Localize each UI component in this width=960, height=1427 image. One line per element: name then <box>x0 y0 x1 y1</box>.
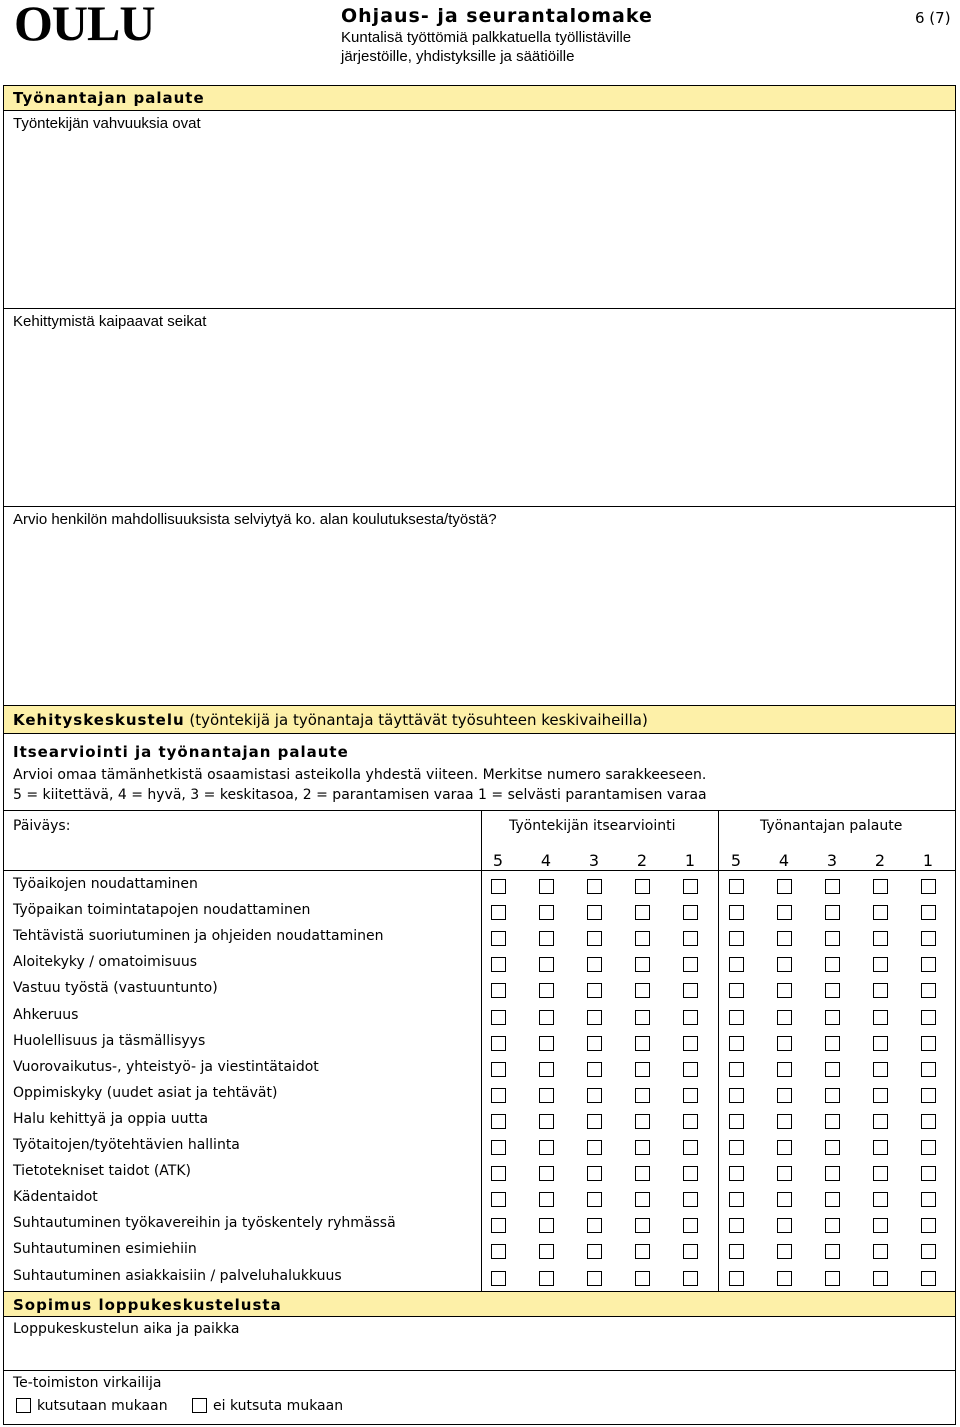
employer-rating-checkbox[interactable] <box>921 1218 936 1233</box>
self-rating-checkbox[interactable] <box>587 957 602 972</box>
employer-rating-checkbox[interactable] <box>873 1010 888 1025</box>
self-rating-checkbox[interactable] <box>539 1271 554 1286</box>
employer-rating-checkbox[interactable] <box>825 1218 840 1233</box>
final-talk-time-place-field[interactable] <box>3 1316 956 1371</box>
self-rating-checkbox[interactable] <box>635 1088 650 1103</box>
agreement-heading: Sopimus loppukeskustelusta <box>13 1296 282 1314</box>
self-rating-checkbox[interactable] <box>491 957 506 972</box>
rating-row-label: Ahkeruus <box>13 1006 79 1023</box>
self-rating-checkbox[interactable] <box>539 1218 554 1233</box>
self-rating-checkbox[interactable] <box>587 1010 602 1025</box>
employer-rating-checkbox[interactable] <box>825 905 840 920</box>
self-rating-checkbox[interactable] <box>491 1271 506 1286</box>
employer-rating-checkbox[interactable] <box>777 1192 792 1207</box>
self-rating-checkbox[interactable] <box>587 1140 602 1155</box>
employer-rating-checkbox[interactable] <box>777 1088 792 1103</box>
rating-row-label: Vastuu työstä (vastuuntunto) <box>13 980 218 997</box>
rating-row-label: Oppimiskyky (uudet asiat ja tehtävät) <box>13 1084 278 1101</box>
self-rating-checkbox[interactable] <box>587 905 602 920</box>
employer-rating-checkbox[interactable] <box>729 957 744 972</box>
agreement-header <box>3 1291 956 1317</box>
employer-rating-checkbox[interactable] <box>921 1036 936 1051</box>
scale-number: 4 <box>778 851 790 870</box>
table-col-divider-1 <box>481 810 482 1292</box>
employer-rating-checkbox[interactable] <box>777 1036 792 1051</box>
self-rating-checkbox[interactable] <box>587 1271 602 1286</box>
self-rating-checkbox[interactable] <box>539 1192 554 1207</box>
self-rating-checkbox[interactable] <box>635 1271 650 1286</box>
employer-rating-checkbox[interactable] <box>825 1271 840 1286</box>
dev-talk-heading-bold: Kehityskeskustelu <box>13 711 185 729</box>
development-needs-field[interactable] <box>3 308 956 507</box>
employer-rating-checkbox[interactable] <box>873 905 888 920</box>
rating-row-label: Halu kehittyä ja oppia uutta <box>13 1110 209 1127</box>
self-rating-checkbox[interactable] <box>635 931 650 946</box>
scale-number: 5 <box>492 851 504 870</box>
employer-rating-checkbox[interactable] <box>777 931 792 946</box>
self-rating-checkbox[interactable] <box>635 983 650 998</box>
oulu-logo: OULU <box>14 0 155 51</box>
employer-rating-checkbox[interactable] <box>873 1244 888 1259</box>
employer-rating-checkbox[interactable] <box>729 1088 744 1103</box>
document-subtitle <box>341 28 631 66</box>
self-rating-checkbox[interactable] <box>491 1114 506 1129</box>
employer-rating-checkbox[interactable] <box>921 931 936 946</box>
employer-rating-checkbox[interactable] <box>921 1088 936 1103</box>
self-rating-checkbox[interactable] <box>635 1036 650 1051</box>
scale-number: 3 <box>588 851 600 870</box>
scale-number: 1 <box>684 851 696 870</box>
employer-rating-checkbox[interactable] <box>825 1244 840 1259</box>
employer-rating-checkbox[interactable] <box>777 957 792 972</box>
self-rating-checkbox[interactable] <box>491 931 506 946</box>
employer-rating-checkbox[interactable] <box>729 905 744 920</box>
self-rating-checkbox[interactable] <box>491 1192 506 1207</box>
self-rating-checkbox[interactable] <box>491 1166 506 1181</box>
not-invite-checkbox[interactable] <box>192 1398 207 1413</box>
employer-rating-checkbox[interactable] <box>825 1166 840 1181</box>
self-rating-checkbox[interactable] <box>635 1192 650 1207</box>
self-rating-checkbox[interactable] <box>683 1088 698 1103</box>
employer-rating-checkbox[interactable] <box>921 1010 936 1025</box>
scale-number: 5 <box>730 851 742 870</box>
date-label: Päiväys: <box>13 818 71 834</box>
employer-rating-checkbox[interactable] <box>921 1062 936 1077</box>
self-rating-checkbox[interactable] <box>683 1192 698 1207</box>
development-needs-label: Kehittymistä kaipaavat seikat <box>13 313 207 330</box>
employer-rating-checkbox[interactable] <box>729 1010 744 1025</box>
rating-row-label: Kädentaidot <box>13 1189 98 1206</box>
employer-rating-checkbox[interactable] <box>873 1088 888 1103</box>
self-rating-checkbox[interactable] <box>683 983 698 998</box>
employer-rating-checkbox[interactable] <box>921 1192 936 1207</box>
self-rating-checkbox[interactable] <box>683 1166 698 1181</box>
employer-rating-checkbox[interactable] <box>921 1166 936 1181</box>
self-rating-checkbox[interactable] <box>539 1114 554 1129</box>
employer-rating-checkbox[interactable] <box>777 1244 792 1259</box>
dev-talk-heading <box>13 711 648 729</box>
rating-row-label: Aloitekyky / omatoimisuus <box>13 954 198 971</box>
employer-rating-checkbox[interactable] <box>873 1140 888 1155</box>
self-rating-checkbox[interactable] <box>491 1062 506 1077</box>
employer-rating-checkbox[interactable] <box>729 1244 744 1259</box>
invite-checkbox[interactable] <box>16 1398 31 1413</box>
self-rating-checkbox[interactable] <box>539 1088 554 1103</box>
self-rating-checkbox[interactable] <box>539 1062 554 1077</box>
self-rating-checkbox[interactable] <box>587 879 602 894</box>
self-rating-checkbox[interactable] <box>683 905 698 920</box>
self-rating-checkbox[interactable] <box>539 879 554 894</box>
not-invite-label: ei kutsuta mukaan <box>213 1398 344 1414</box>
employer-rating-checkbox[interactable] <box>777 879 792 894</box>
col-self-assessment: Työntekijän itsearviointi <box>509 818 676 834</box>
dev-talk-header <box>3 705 956 734</box>
self-rating-checkbox[interactable] <box>683 879 698 894</box>
col-employer-feedback: Työnantajan palaute <box>760 818 903 834</box>
strengths-field[interactable] <box>3 110 956 309</box>
self-rating-checkbox[interactable] <box>635 1218 650 1233</box>
employer-rating-checkbox[interactable] <box>921 879 936 894</box>
employer-rating-checkbox[interactable] <box>921 957 936 972</box>
self-rating-checkbox[interactable] <box>491 879 506 894</box>
subtitle-line-1: Kuntalisä työttömiä palkkatuella työllistäville <box>341 29 632 46</box>
self-rating-checkbox[interactable] <box>539 1010 554 1025</box>
self-rating-checkbox[interactable] <box>491 1010 506 1025</box>
self-rating-checkbox[interactable] <box>587 1088 602 1103</box>
employer-rating-checkbox[interactable] <box>921 1114 936 1129</box>
employer-rating-checkbox[interactable] <box>825 1062 840 1077</box>
employer-rating-checkbox[interactable] <box>729 983 744 998</box>
employer-rating-checkbox[interactable] <box>825 1114 840 1129</box>
document-title: Ohjaus- ja seurantalomake <box>341 5 653 27</box>
self-rating-checkbox[interactable] <box>587 1192 602 1207</box>
self-rating-checkbox[interactable] <box>587 1218 602 1233</box>
self-rating-checkbox[interactable] <box>587 931 602 946</box>
page-number: 6 (7) <box>915 9 951 27</box>
rating-row-label: Vuorovaikutus-, yhteistyö- ja viestintätaidot <box>13 1058 319 1075</box>
assessment-label: Arvio henkilön mahdollisuuksista selviytyä ko. alan koulutuksesta/työstä? <box>13 511 497 528</box>
self-rating-checkbox[interactable] <box>491 1088 506 1103</box>
self-rating-checkbox[interactable] <box>539 983 554 998</box>
instruction-line-2: 5 = kiitettävä, 4 = hyvä, 3 = keskitasoa, 2 = parantamisen varaa 1 = selvästi parantamisen varaa <box>13 787 707 803</box>
self-rating-checkbox[interactable] <box>683 1036 698 1051</box>
self-rating-checkbox[interactable] <box>635 1114 650 1129</box>
self-rating-checkbox[interactable] <box>635 1062 650 1077</box>
dev-talk-heading-rest: (työntekijä ja työnantaja täyttävät työsuhteen keskivaiheilla) <box>184 711 648 729</box>
rating-row-label: Suhtautuminen asiakkaisiin / palveluhalukkuus <box>13 1267 342 1284</box>
employer-rating-checkbox[interactable] <box>873 1036 888 1051</box>
employer-rating-checkbox[interactable] <box>729 1062 744 1077</box>
self-rating-checkbox[interactable] <box>491 1218 506 1233</box>
subtitle-line-2: järjestöille, yhdistyksille ja säätiöille <box>341 48 575 65</box>
rating-row-label: Tietotekniset taidot (ATK) <box>13 1163 191 1180</box>
employer-rating-checkbox[interactable] <box>729 1166 744 1181</box>
self-rating-checkbox[interactable] <box>683 1218 698 1233</box>
employer-rating-checkbox[interactable] <box>729 1192 744 1207</box>
rating-row-label: Suhtautuminen esimiehiin <box>13 1241 197 1258</box>
employer-rating-checkbox[interactable] <box>777 1010 792 1025</box>
scale-number: 3 <box>826 851 838 870</box>
self-rating-checkbox[interactable] <box>491 1140 506 1155</box>
self-rating-checkbox[interactable] <box>635 1140 650 1155</box>
self-rating-checkbox[interactable] <box>683 1062 698 1077</box>
employer-rating-checkbox[interactable] <box>825 1140 840 1155</box>
employer-rating-checkbox[interactable] <box>825 879 840 894</box>
official-field <box>3 1370 956 1425</box>
instruction-line-1: Arvioi omaa tämänhetkistä osaamistasi asteikolla yhdestä viiteen. Merkitse numero sarakkeeseen. <box>13 767 707 783</box>
employer-rating-checkbox[interactable] <box>777 905 792 920</box>
employer-rating-checkbox[interactable] <box>873 879 888 894</box>
employer-rating-checkbox[interactable] <box>921 1271 936 1286</box>
dev-talk-instructions <box>3 733 956 811</box>
employer-rating-checkbox[interactable] <box>921 1140 936 1155</box>
table-col-divider-2 <box>718 810 719 1292</box>
employer-rating-checkbox[interactable] <box>729 1114 744 1129</box>
employer-rating-checkbox[interactable] <box>777 1166 792 1181</box>
employer-rating-checkbox[interactable] <box>825 931 840 946</box>
self-rating-checkbox[interactable] <box>635 1244 650 1259</box>
employer-rating-checkbox[interactable] <box>921 1244 936 1259</box>
self-assessment-heading: Itsearviointi ja työnantajan palaute <box>13 743 349 761</box>
self-rating-checkbox[interactable] <box>539 1244 554 1259</box>
rating-row-label: Työpaikan toimintatapojen noudattaminen <box>13 902 311 919</box>
employer-rating-checkbox[interactable] <box>777 1062 792 1077</box>
self-rating-checkbox[interactable] <box>491 1036 506 1051</box>
employer-rating-checkbox[interactable] <box>825 1036 840 1051</box>
employer-feedback-header <box>3 85 956 111</box>
employer-rating-checkbox[interactable] <box>777 1140 792 1155</box>
self-rating-checkbox[interactable] <box>587 1062 602 1077</box>
employer-rating-checkbox[interactable] <box>873 957 888 972</box>
employer-rating-checkbox[interactable] <box>873 1218 888 1233</box>
employer-rating-checkbox[interactable] <box>729 1140 744 1155</box>
employer-rating-checkbox[interactable] <box>777 1114 792 1129</box>
official-label: Te-toimiston virkailija <box>13 1375 162 1391</box>
employer-rating-checkbox[interactable] <box>825 1010 840 1025</box>
scale-number: 2 <box>636 851 648 870</box>
scale-number: 1 <box>922 851 934 870</box>
rating-row-label: Tehtävistä suoriutuminen ja ohjeiden noudattaminen <box>13 928 384 945</box>
self-rating-checkbox[interactable] <box>539 957 554 972</box>
employer-rating-checkbox[interactable] <box>825 1088 840 1103</box>
final-talk-time-place-label: Loppukeskustelun aika ja paikka <box>13 1321 240 1337</box>
employer-rating-checkbox[interactable] <box>729 931 744 946</box>
self-rating-checkbox[interactable] <box>491 983 506 998</box>
self-rating-checkbox[interactable] <box>635 879 650 894</box>
self-rating-checkbox[interactable] <box>539 931 554 946</box>
rating-row-label: Huolellisuus ja täsmällisyys <box>13 1032 206 1049</box>
rating-row-label: Työaikojen noudattaminen <box>13 876 198 892</box>
self-rating-checkbox[interactable] <box>635 1010 650 1025</box>
employer-rating-checkbox[interactable] <box>873 1166 888 1181</box>
employer-rating-checkbox[interactable] <box>729 1218 744 1233</box>
employer-rating-checkbox[interactable] <box>777 1271 792 1286</box>
strengths-label: Työntekijän vahvuuksia ovat <box>13 115 201 132</box>
self-rating-checkbox[interactable] <box>587 1166 602 1181</box>
self-rating-checkbox[interactable] <box>683 1140 698 1155</box>
rating-row-label: Työtaitojen/työtehtävien hallinta <box>13 1137 240 1153</box>
table-divider <box>3 870 956 871</box>
scale-number: 2 <box>874 851 886 870</box>
employer-rating-checkbox[interactable] <box>825 1192 840 1207</box>
employer-rating-checkbox[interactable] <box>873 983 888 998</box>
invite-label: kutsutaan mukaan <box>37 1398 168 1414</box>
employer-rating-checkbox[interactable] <box>825 957 840 972</box>
self-rating-checkbox[interactable] <box>587 1114 602 1129</box>
employer-feedback-heading: Työnantajan palaute <box>13 89 205 107</box>
employer-rating-checkbox[interactable] <box>873 931 888 946</box>
assessment-field[interactable] <box>3 506 956 706</box>
self-rating-checkbox[interactable] <box>539 1036 554 1051</box>
self-rating-checkbox[interactable] <box>683 1010 698 1025</box>
self-rating-checkbox[interactable] <box>539 905 554 920</box>
self-rating-checkbox[interactable] <box>683 931 698 946</box>
self-rating-checkbox[interactable] <box>683 1271 698 1286</box>
employer-rating-checkbox[interactable] <box>921 983 936 998</box>
scale-number: 4 <box>540 851 552 870</box>
self-rating-checkbox[interactable] <box>491 1244 506 1259</box>
employer-rating-checkbox[interactable] <box>825 983 840 998</box>
employer-rating-checkbox[interactable] <box>777 983 792 998</box>
employer-rating-checkbox[interactable] <box>921 905 936 920</box>
self-rating-checkbox[interactable] <box>491 905 506 920</box>
employer-rating-checkbox[interactable] <box>873 1271 888 1286</box>
employer-rating-checkbox[interactable] <box>729 1271 744 1286</box>
self-rating-checkbox[interactable] <box>683 1114 698 1129</box>
self-rating-checkbox[interactable] <box>587 1036 602 1051</box>
employer-rating-checkbox[interactable] <box>777 1218 792 1233</box>
self-rating-checkbox[interactable] <box>539 1166 554 1181</box>
self-rating-checkbox[interactable] <box>539 1140 554 1155</box>
self-rating-checkbox[interactable] <box>587 983 602 998</box>
employer-rating-checkbox[interactable] <box>873 1114 888 1129</box>
self-rating-checkbox[interactable] <box>683 1244 698 1259</box>
employer-rating-checkbox[interactable] <box>873 1192 888 1207</box>
rating-row-label: Suhtautuminen työkavereihin ja työskentely ryhmässä <box>13 1215 396 1232</box>
self-rating-checkbox[interactable] <box>635 905 650 920</box>
employer-rating-checkbox[interactable] <box>729 1036 744 1051</box>
employer-rating-checkbox[interactable] <box>729 879 744 894</box>
self-rating-checkbox[interactable] <box>587 1244 602 1259</box>
self-rating-checkbox[interactable] <box>635 957 650 972</box>
employer-rating-checkbox[interactable] <box>873 1062 888 1077</box>
self-rating-checkbox[interactable] <box>635 1166 650 1181</box>
self-rating-checkbox[interactable] <box>683 957 698 972</box>
